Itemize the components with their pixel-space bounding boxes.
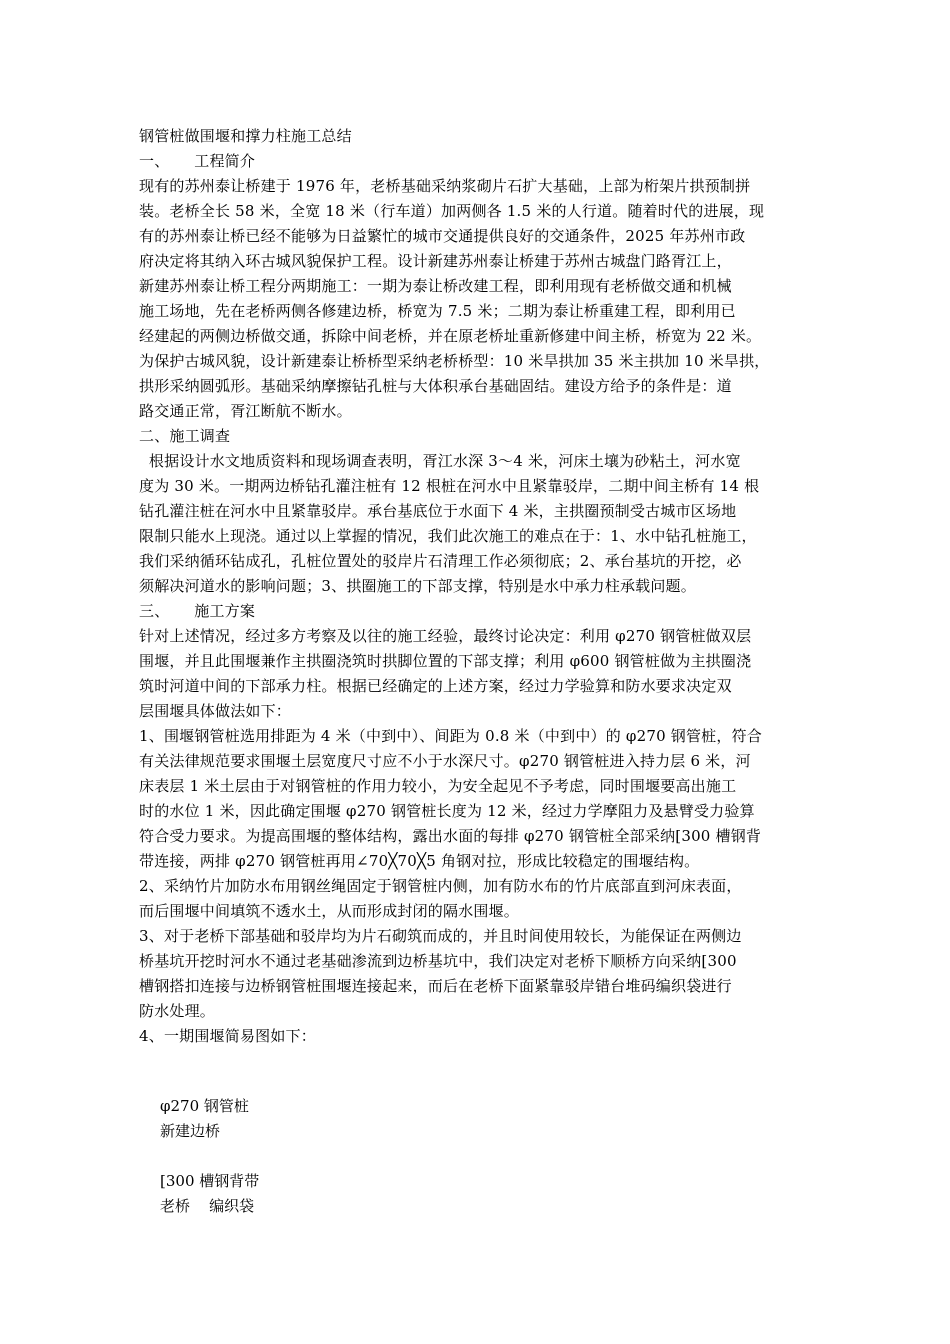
text-line: 时的水位 1 米，因此确定围堰 φ270 钢管桩长度为 12 米，经过力学摩阻力及悬臂受力验算 [139, 802, 755, 820]
text-line: 2、采纳竹片加防水布用钢丝绳固定于钢管桩内侧，加有防水布的竹片底部直到河床表面， [139, 877, 742, 895]
text-line: 而后围堰中间填筑不透水土，从而形成封闭的隔水围堰。 [139, 902, 520, 920]
text-line: 拱形采纳圆弧形。基础采纳摩擦钻孔桩与大体积承台基础固结。建设方给予的条件是：道 [139, 377, 732, 395]
text-line: 现有的苏州泰让桥建于 1976 年，老桥基础采纳浆砌片石扩大基础，上部为桁架片拱预制拼 [139, 177, 751, 195]
text-line: 须解决河道水的影响问题；3、拱圈施工的下部支撑，特别是水中承力柱承载问题。 [139, 577, 696, 595]
section-heading-1: 一、 工程简介 [139, 152, 256, 170]
diagram-label-channel-steel: [300 槽钢背带 [160, 1172, 260, 1190]
text-line: 带连接，两排 φ270 钢管桩再用∠70╳70╳5 角钢对拉，形成比较稳定的围堰结构。 [139, 852, 700, 870]
text-line: 经建起的两侧边桥做交通，拆除中间老桥，并在原老桥址重新修建中间主桥，桥宽为 22 米。 [139, 327, 762, 345]
text-line: 4、一期围堰简易图如下： [139, 1027, 316, 1045]
text-line: 新建苏州泰让桥工程分两期施工：一期为泰让桥改建工程，即利用现有老桥做交通和机械 [139, 277, 732, 295]
text-line: 围堰，并且此围堰兼作主拱圈浇筑时拱脚位置的下部支撑；利用 φ600 钢管桩做为主拱圈浇 [139, 652, 752, 670]
text-line: 筑时河道中间的下部承力柱。根据已经确定的上述方案，经过力学验算和防水要求决定双 [139, 677, 732, 695]
text-line: 钻孔灌注桩在河水中且紧靠驳岸。承台基底位于水面下 4 米，主拱圈预制受古城市区场地 [139, 502, 737, 520]
text-line: 防水处理。 [139, 1002, 216, 1020]
text-line: 装。老桥全长 58 米，全宽 18 米（行车道）加两侧各 1.5 米的人行道。随着时代的进展，现 [139, 202, 765, 220]
diagram-label-new-side-bridge: 新建边桥 [160, 1122, 221, 1140]
diagram-label-woven-bag: 编织袋 [209, 1197, 255, 1215]
text-line: 3、对于老桥下部基础和驳岸均为片石砌筑而成的，并且时间使用较长，为能保证在两侧边 [139, 927, 742, 945]
text-line: 根据设计水文地质资料和现场调查表明，胥江水深 3～4 米，河床土壤为砂粘土，河水宽 [139, 452, 741, 470]
section-heading-2: 二、施工调查 [139, 427, 231, 445]
text-line: 桥基坑开挖时河水不通过老基础渗流到边桥基坑中，我们决定对老桥下顺桥方向采纳[300 [139, 952, 737, 970]
text-line: 为保护古城风貌，设计新建泰让桥桥型采纳老桥桥型：10 米旱拱加 35 米主拱加 10 米旱拱， [139, 352, 770, 370]
diagram-label-pipe-pile: φ270 钢管桩 [160, 1097, 249, 1115]
text-line: 施工场地，先在老桥两侧各修建边桥，桥宽为 7.5 米；二期为泰让桥重建工程，即利用已 [139, 302, 736, 320]
text-line: 有关法律规范要求围堰土层宽度尺寸应不小于水深尺寸。φ270 钢管桩进入持力层 6 米，河 [139, 752, 751, 770]
document-body [139, 124, 819, 1049]
section-heading-3: 三、 施工方案 [139, 602, 256, 620]
cofferdam-diagram [160, 1094, 460, 1219]
text-line: 路交通正常，胥江断航不断水。 [139, 402, 352, 420]
text-line: 符合受力要求。为提高围堰的整体结构，露出水面的每排 φ270 钢管桩全部采纳[300 槽钢背 [139, 827, 762, 845]
diagram-label-row [160, 1194, 460, 1219]
text-line: 层围堰具体做法如下： [139, 702, 292, 720]
text-line: 有的苏州泰让桥已经不能够为日益繁忙的城市交通提供良好的交通条件，2025 年苏州市政 [139, 227, 746, 245]
text-line: 槽钢搭扣连接与边桥钢管桩围堰连接起来，而后在老桥下面紧靠驳岸错台堆码编织袋进行 [139, 977, 732, 995]
text-line: 针对上述情况，经过多方考察及以往的施工经验，最终讨论决定：利用 φ270 钢管桩做双层 [139, 627, 752, 645]
diagram-spacer [160, 1144, 460, 1169]
text-line: 床表层 1 米土层由于对钢管桩的作用力较小，为安全起见不予考虑，同时围堰要高出施工 [139, 777, 737, 795]
diagram-label-old-bridge: 老桥 [160, 1197, 191, 1215]
text-line: 度为 30 米。一期两边桥钻孔灌注桩有 12 根桩在河水中且紧靠驳岸，二期中间主桥有 14 根 [139, 477, 760, 495]
document-title: 钢管桩做围堰和撑力柱施工总结 [139, 127, 352, 145]
text-line: 限制只能水上现浇。通过以上掌握的情况，我们此次施工的难点在于：1、水中钻孔桩施工， [139, 527, 757, 545]
text-line: 府决定将其纳入环古城风貌保护工程。设计新建苏州泰让桥建于苏州古城盘门路胥江上， [139, 252, 732, 270]
text-line: 我们采纳循环钻成孔，孔桩位置处的驳岸片石清理工作必须彻底；2、承台基坑的开挖，必 [139, 552, 742, 570]
text-line: 1、围堰钢管桩选用排距为 4 米（中到中）、间距为 0.8 米（中到中）的 φ270 钢管桩，符合 [139, 727, 762, 745]
